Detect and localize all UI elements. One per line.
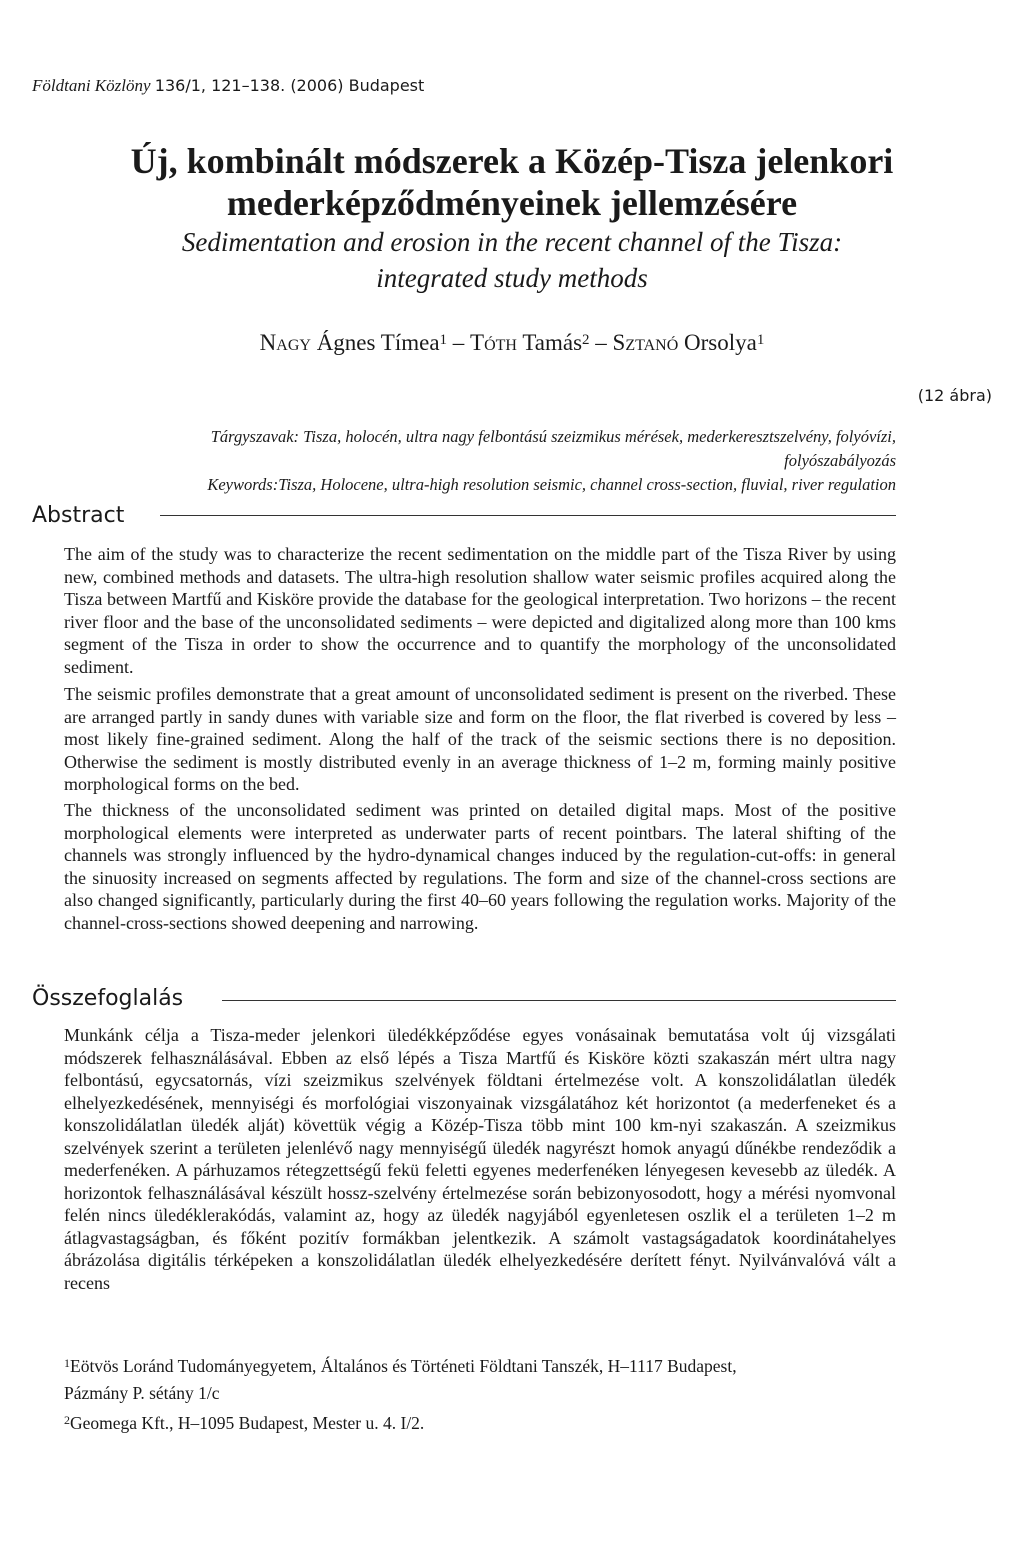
author-3-surname: Sztanó [612,330,679,355]
author-1-surname: Nagy [259,330,311,355]
summary-rule [222,1000,896,1001]
author-3-affiliation: 1 [756,332,765,348]
keywords-en-label: Keywords: [207,475,279,494]
author-1-affiliation: 1 [439,332,448,348]
keywords-hu-line-2: folyószabályozás [784,451,896,470]
footnote-1-line-1: Eötvös Loránd Tudományegyetem, Általános és Történeti Földtani Tanszék, H–1117 Budapest, [70,1356,737,1376]
subtitle-line-2: integrated study methods [376,263,648,293]
journal-header [32,76,424,96]
author-2-given: Tamás [522,330,583,355]
title-line-2: mederképződményeinek jellemzésére [226,183,798,223]
keywords-en-text: Tisza, Holocene, ultra-high resolution seismic, channel cross-section, fluvial, river regulation [278,475,896,494]
author-list [0,330,1024,356]
paper-title [0,140,1024,224]
keywords-hungarian [120,425,896,473]
abstract-paragraph-3: The thickness of the unconsolidated sediment was printed on detailed digital maps. Most of the positive morphological elements were interpreted as underwater parts of recent pointbars. The lateral shifting of the channels was strongly influenced by the hydro-dynamical changes induced by the regulation-cut-offs: in general the sinuosity increased on segments affected by regulations. The form and size of the channel-cross sections are also changed significantly, particularly during the first 40–60 years following the regulation works. Majority of the channel-cross-sections showed deepening and narrowing. [64,800,896,933]
keywords-english [120,473,896,497]
paper-subtitle [0,224,1024,296]
summary-heading: Összefoglalás [32,986,184,1011]
author-2-surname: Tóth [470,330,517,355]
footnote-2-mark: 2 [64,1413,70,1427]
journal-name: Földtani Közlöny [32,76,151,95]
keywords-hu-label: Tárgyszavak: [210,427,300,446]
author-2-affiliation: 2 [582,332,590,348]
keywords-hu-line-1: Tisza, holocén, ultra nagy felbontású szeizmikus mérések, mederkeresztszelvény, folyóvízi, [303,427,896,446]
author-1-given: Ágnes Tímea [316,330,440,355]
footnote-1-mark: 1 [64,1356,70,1370]
author-3-given: Orsolya [684,330,757,355]
footnote-2 [64,1411,896,1438]
figure-count: (12 ábra) [917,386,992,405]
summary-paragraph: Munkánk célja a Tisza-meder jelenkori üledékképződése egyes vonásainak bemutatása volt új vizsgálati módszerek felhasználásával. Ebben az első lépés a Tisza Martfű és Kisköre közti szakaszán mért ultra nagy felbontású, egycsatornás, vízi szeizmikus szelvények földtani értelmezése volt. A konszolidálatlan üledék elhelyezkedésének, mennyiségi és morfológiai viszonyainak vizsgálatához két horizontot (a mederfeneket és a konszolidálatlan üledék alját) követtük végig a Közép-Tisza több mint 100 km-nyi szakaszán. A szeizmikus szelvények szerint a területen jelenlévő nagy mennyiségű üledék nagyrészt homok anyagú dűnékbe rendeződik a mederfenéken. A párhuzamos rétegzettségű fekü feletti egyenes mederfenéken lényegesen kevesebb az üledék. A horizontok felhasználásával készült hossz-szelvény értelmezése során bebizonyosodott, hogy a mérési nyomvonal felén nincs üledéklerakódás, valamint az, hogy az üledék nagyjából egyenletesen oszlik el a területen 1–2 m átlagvastagságban, és főként pozitív formákban jelentkezik. A számolt vastagságadatok koordinátahelyes ábrázolása digitális térképeken a konszolidálatlan üledék elhelyezkedésére derített fényt. Nyilvánvalóvá vált a recens [64,1025,896,1293]
author-separator: – [595,330,607,355]
abstract-heading: Abstract [32,503,125,528]
subtitle-line-1: Sedimentation and erosion in the recent channel of the Tisza: [181,227,843,257]
abstract-paragraph-1: The aim of the study was to characterize the recent sedimentation on the middle part of the Tisza River by using new, combined methods and datasets. The ultra-high resolution shallow water seismic profiles acquired along the Tisza between Martfű and Kisköre provide the database for the geological interpretation. Two horizons – the recent river floor and the base of the unconsolidated sediments – were depicted and digitalized along more than 100 kms segment of the Tisza in order to show the occurrence and to quantify the morphology of the unconsolidated sediment. [64,544,896,677]
footnote-1 [64,1354,896,1406]
journal-citation: 136/1, 121–138. (2006) Budapest [154,76,425,95]
footnote-1-line-2: Pázmány P. sétány 1/c [64,1383,220,1403]
abstract-paragraph-2: The seismic profiles demonstrate that a great amount of unconsolidated sediment is present on the riverbed. These are arranged partly in sandy dunes with variable size and form on the floor, the flat riverbed is covered by less – most likely fine-grained sediment. Along the half of the track of the seismic sections there is no deposition. Otherwise the sediment is mostly distributed evenly in an average thickness of 1–2 m, forming mainly positive morphological forms on the bed. [64,684,896,794]
footnote-2-line-1: Geomega Kft., H–1095 Budapest, Mester u. 4. I/2. [70,1413,425,1433]
abstract-rule [160,515,896,516]
title-line-1: Új, kombinált módszerek a Közép-Tisza jelenkori [130,141,894,181]
author-separator: – [452,330,465,355]
